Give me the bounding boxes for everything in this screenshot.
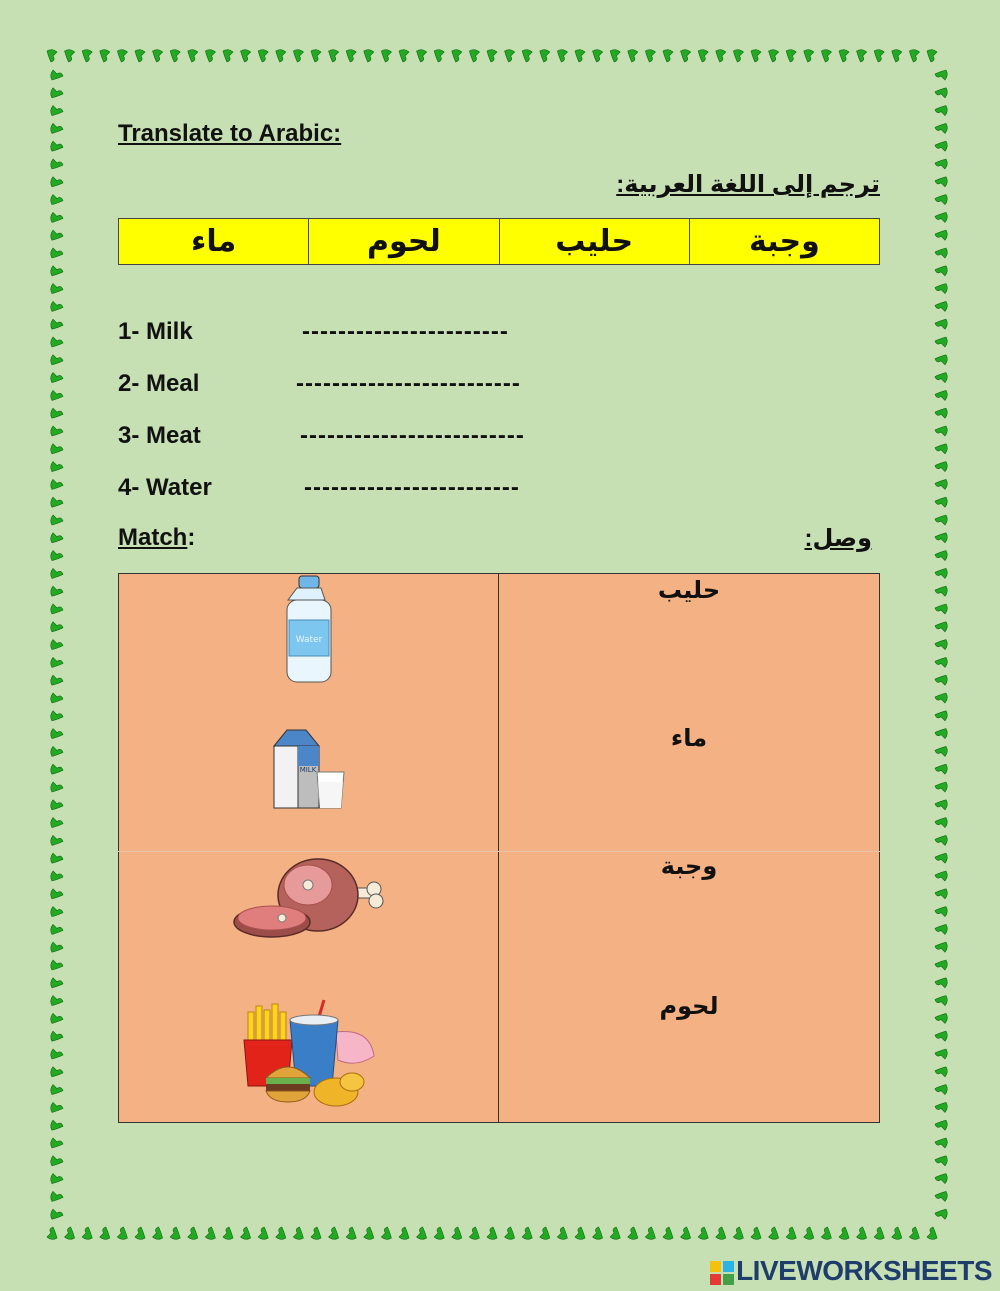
border-leaf [51, 230, 63, 240]
water-bottle-icon[interactable] [280, 574, 338, 688]
border-leaf [874, 50, 884, 62]
border-leaf [935, 266, 947, 276]
border-leaf [909, 1227, 919, 1239]
border-leaf [935, 1174, 947, 1184]
border-leaf [593, 1227, 603, 1239]
border-leaf [935, 159, 947, 169]
border-leaf [51, 568, 63, 578]
border-leaf [751, 1227, 761, 1239]
border-leaf [927, 1227, 937, 1239]
border-leaf [51, 1191, 63, 1201]
border-leaf [839, 1227, 849, 1239]
border-leaf [51, 889, 63, 899]
border-leaf [786, 1227, 796, 1239]
border-leaf [935, 1031, 947, 1041]
border-leaf [935, 835, 947, 845]
border-leaf [663, 50, 673, 62]
border-leaf [170, 50, 180, 62]
border-leaf [51, 586, 63, 596]
border-leaf [935, 301, 947, 311]
border-leaf [892, 50, 902, 62]
border-leaf [51, 942, 63, 952]
border-leaf [716, 1227, 726, 1239]
border-leaf [935, 551, 947, 561]
border-leaf [874, 1227, 884, 1239]
border-leaf [293, 1227, 303, 1239]
border-leaf [469, 50, 479, 62]
match-column-divider [498, 573, 499, 1123]
border-leaf [51, 978, 63, 988]
match-word[interactable]: حليب [657, 577, 721, 604]
border-leaf [935, 141, 947, 151]
border-leaf [935, 462, 947, 472]
logo-cubes-icon [710, 1261, 734, 1285]
match-heading-english [118, 524, 195, 552]
meat-icon[interactable] [230, 855, 386, 941]
border-leaf [51, 1085, 63, 1095]
border-leaf [51, 907, 63, 917]
border-leaf [51, 1120, 63, 1130]
border-leaf [935, 248, 947, 258]
border-leaf [153, 1227, 163, 1239]
border-leaf [51, 248, 63, 258]
match-word[interactable]: لحوم [659, 993, 719, 1020]
border-leaf [935, 479, 947, 489]
border-leaf [276, 50, 286, 62]
border-leaf [241, 50, 251, 62]
border-leaf [51, 657, 63, 667]
border-leaf [51, 1138, 63, 1148]
border-leaf [935, 515, 947, 525]
border-leaf [170, 1227, 180, 1239]
border-leaf [223, 1227, 233, 1239]
border-leaf [364, 50, 374, 62]
border-leaf [51, 693, 63, 703]
border-leaf [935, 1013, 947, 1023]
border-leaf [51, 782, 63, 792]
border-leaf [935, 177, 947, 187]
border-leaf [927, 50, 937, 62]
answer-blank[interactable]: ------------------------- [300, 422, 525, 449]
border-leaf [434, 50, 444, 62]
border-leaf [935, 88, 947, 98]
border-leaf [47, 1227, 57, 1239]
answer-blank[interactable]: ------------------------ [304, 474, 520, 501]
border-leaf [935, 373, 947, 383]
border-leaf [65, 50, 75, 62]
border-leaf [417, 50, 427, 62]
border-leaf [223, 50, 233, 62]
border-leaf [51, 319, 63, 329]
liveworksheets-logo [710, 1255, 992, 1287]
border-leaf [935, 568, 947, 578]
border-leaf [821, 1227, 831, 1239]
border-leaf [51, 266, 63, 276]
border-leaf [786, 50, 796, 62]
word-bank-cell[interactable]: حليب [499, 219, 689, 265]
border-leaf [135, 1227, 145, 1239]
fast-food-icon[interactable] [240, 998, 378, 1110]
border-leaf [935, 106, 947, 116]
border-leaf [51, 177, 63, 187]
border-leaf [935, 960, 947, 970]
border-leaf [935, 1067, 947, 1077]
border-leaf [935, 284, 947, 294]
border-leaf [935, 533, 947, 543]
border-leaf [51, 106, 63, 116]
border-leaf [935, 1120, 947, 1130]
border-leaf [645, 1227, 655, 1239]
border-leaf [51, 497, 63, 507]
border-leaf [769, 50, 779, 62]
border-leaf [51, 711, 63, 721]
border-leaf [258, 1227, 268, 1239]
border-leaf [935, 426, 947, 436]
border-leaf [153, 50, 163, 62]
border-leaf [51, 675, 63, 685]
border-leaf [698, 1227, 708, 1239]
milk-carton-icon[interactable] [270, 726, 348, 812]
border-leaf [935, 319, 947, 329]
border-leaf [935, 729, 947, 739]
answer-blank[interactable]: ----------------------- [302, 318, 509, 345]
border-leaf [51, 640, 63, 650]
border-leaf [51, 835, 63, 845]
border-leaf [311, 1227, 321, 1239]
border-leaf [311, 50, 321, 62]
match-word[interactable]: وجبة [660, 853, 718, 880]
border-leaf [935, 355, 947, 365]
border-leaf [452, 1227, 462, 1239]
border-leaf [716, 50, 726, 62]
border-leaf [935, 586, 947, 596]
border-leaf [205, 50, 215, 62]
border-leaf [935, 195, 947, 205]
border-leaf [276, 1227, 286, 1239]
match-heading-word: Match [118, 524, 188, 551]
match-heading-colon: : [187, 524, 196, 551]
border-leaf [935, 444, 947, 454]
match-heading-arabic: وصل: [804, 525, 872, 552]
border-leaf [293, 50, 303, 62]
border-leaf [892, 1227, 902, 1239]
border-leaf [117, 50, 127, 62]
border-leaf [117, 1227, 127, 1239]
border-leaf [935, 746, 947, 756]
border-leaf [540, 50, 550, 62]
border-leaf [505, 50, 515, 62]
border-leaf [51, 195, 63, 205]
border-leaf [51, 70, 63, 80]
border-leaf [452, 50, 462, 62]
border-leaf [751, 50, 761, 62]
border-leaf [399, 1227, 409, 1239]
border-leaf [329, 1227, 339, 1239]
border-leaf [51, 924, 63, 934]
border-leaf [51, 301, 63, 311]
border-leaf [51, 426, 63, 436]
border-leaf [733, 1227, 743, 1239]
border-leaf [51, 479, 63, 489]
border-leaf [909, 50, 919, 62]
border-leaf [47, 50, 57, 62]
translate-item-label: 1- Milk [118, 318, 193, 345]
border-leaf [100, 50, 110, 62]
border-leaf [628, 1227, 638, 1239]
border-leaf [51, 462, 63, 472]
border-leaf [51, 1067, 63, 1077]
word-bank-cell[interactable]: ماء [119, 219, 309, 265]
border-leaf [346, 1227, 356, 1239]
border-leaf [469, 1227, 479, 1239]
border-leaf [51, 337, 63, 347]
border-leaf [51, 960, 63, 970]
translate-item-label: 3- Meat [118, 422, 201, 449]
border-leaf [935, 1209, 947, 1219]
translate-heading-arabic: ترجم إلى اللغة العربية: [616, 171, 880, 198]
border-leaf [935, 675, 947, 685]
border-leaf [663, 1227, 673, 1239]
border-leaf [82, 50, 92, 62]
border-leaf [135, 50, 145, 62]
border-leaf [51, 284, 63, 294]
border-leaf [769, 1227, 779, 1239]
border-leaf [51, 1031, 63, 1041]
word-bank-table [118, 218, 880, 265]
border-leaf [857, 50, 867, 62]
svg-text:Water: Water [295, 635, 323, 645]
border-leaf [51, 853, 63, 863]
border-leaf [329, 50, 339, 62]
border-leaf [935, 1156, 947, 1166]
border-leaf [575, 1227, 585, 1239]
border-leaf [51, 212, 63, 222]
border-leaf [698, 50, 708, 62]
border-leaf [51, 818, 63, 828]
match-word[interactable]: ماء [670, 725, 708, 752]
border-leaf [51, 604, 63, 614]
border-leaf [935, 1102, 947, 1112]
border-leaf [51, 159, 63, 169]
border-leaf [935, 657, 947, 667]
border-leaf [487, 50, 497, 62]
border-leaf [51, 533, 63, 543]
border-leaf [522, 50, 532, 62]
border-leaf [821, 50, 831, 62]
border-leaf [935, 622, 947, 632]
border-leaf [575, 50, 585, 62]
border-leaf [935, 70, 947, 80]
border-leaf [935, 764, 947, 774]
border-leaf [935, 924, 947, 934]
border-leaf [51, 373, 63, 383]
border-leaf [935, 818, 947, 828]
border-leaf [51, 515, 63, 525]
border-leaf [205, 1227, 215, 1239]
border-leaf [935, 711, 947, 721]
border-leaf [935, 1138, 947, 1148]
border-leaf [935, 889, 947, 899]
border-leaf [935, 123, 947, 133]
border-leaf [381, 1227, 391, 1239]
border-leaf [51, 1049, 63, 1059]
border-leaf [51, 871, 63, 881]
border-leaf [51, 141, 63, 151]
border-leaf [839, 50, 849, 62]
border-leaf [935, 337, 947, 347]
border-leaf [434, 1227, 444, 1239]
border-leaf [935, 996, 947, 1006]
border-leaf [51, 1013, 63, 1023]
border-leaf [51, 123, 63, 133]
svg-text:MILK: MILK [299, 766, 317, 774]
border-leaf [935, 1191, 947, 1201]
translate-heading-english: Translate to Arabic: [118, 120, 342, 147]
border-leaf [51, 800, 63, 810]
border-leaf [241, 1227, 251, 1239]
border-leaf [364, 1227, 374, 1239]
border-leaf [935, 604, 947, 614]
border-leaf [804, 50, 814, 62]
border-leaf [540, 1227, 550, 1239]
border-leaf [487, 1227, 497, 1239]
logo-text: LIVEWORKSHEETS [736, 1255, 992, 1286]
border-leaf [935, 640, 947, 650]
border-leaf [935, 408, 947, 418]
border-leaf [557, 1227, 567, 1239]
border-leaf [399, 50, 409, 62]
border-leaf [610, 50, 620, 62]
border-leaf [857, 1227, 867, 1239]
border-leaf [505, 1227, 515, 1239]
border-leaf [935, 390, 947, 400]
border-leaf [557, 50, 567, 62]
border-leaf [681, 1227, 691, 1239]
word-bank-cell[interactable]: لحوم [309, 219, 499, 265]
match-area [118, 573, 880, 1123]
border-leaf [935, 800, 947, 810]
border-leaf [51, 88, 63, 98]
border-leaf [935, 853, 947, 863]
border-leaf [51, 622, 63, 632]
border-leaf [935, 1085, 947, 1095]
border-leaf [51, 1102, 63, 1112]
border-leaf [381, 50, 391, 62]
border-leaf [51, 1174, 63, 1184]
border-leaf [417, 1227, 427, 1239]
border-leaf [188, 50, 198, 62]
border-leaf [935, 942, 947, 952]
border-leaf [628, 50, 638, 62]
border-leaf [51, 444, 63, 454]
border-leaf [935, 782, 947, 792]
border-leaf [51, 746, 63, 756]
answer-blank[interactable]: ------------------------- [296, 370, 521, 397]
border-leaf [51, 408, 63, 418]
border-leaf [51, 1156, 63, 1166]
border-leaf [645, 50, 655, 62]
translate-item-label: 2- Meal [118, 370, 200, 397]
border-leaf [51, 996, 63, 1006]
border-leaf [593, 50, 603, 62]
border-leaf [935, 497, 947, 507]
border-leaf [935, 907, 947, 917]
border-leaf [51, 764, 63, 774]
border-leaf [935, 1049, 947, 1059]
border-leaf [610, 1227, 620, 1239]
border-leaf [51, 1209, 63, 1219]
border-leaf [935, 212, 947, 222]
border-leaf [188, 1227, 198, 1239]
border-leaf [935, 230, 947, 240]
border-leaf [82, 1227, 92, 1239]
word-bank-cell[interactable]: وجبة [689, 219, 879, 265]
border-leaf [65, 1227, 75, 1239]
translate-item-label: 4- Water [118, 474, 212, 501]
border-leaf [346, 50, 356, 62]
border-leaf [51, 355, 63, 365]
border-leaf [935, 978, 947, 988]
border-leaf [733, 50, 743, 62]
border-leaf [51, 551, 63, 561]
border-leaf [681, 50, 691, 62]
border-leaf [935, 871, 947, 881]
border-leaf [522, 1227, 532, 1239]
border-leaf [51, 729, 63, 739]
border-leaf [51, 390, 63, 400]
border-leaf [258, 50, 268, 62]
border-leaf [935, 693, 947, 703]
border-leaf [804, 1227, 814, 1239]
border-leaf [100, 1227, 110, 1239]
